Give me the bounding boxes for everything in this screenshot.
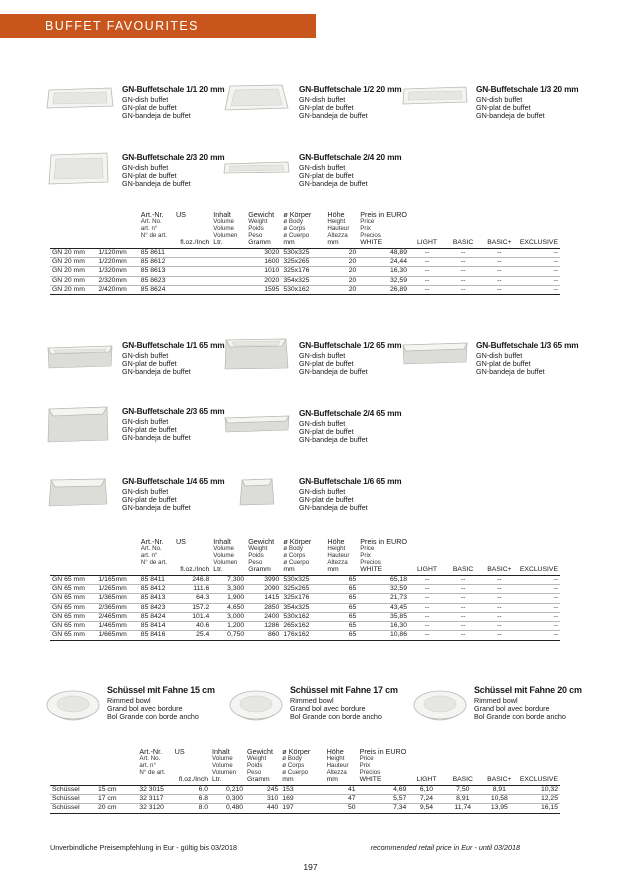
price-table-bowls — [50, 748, 560, 814]
cell-exclusive: -- — [518, 603, 560, 612]
cell-exclusive: -- — [518, 622, 560, 631]
cell-us: 6.0 — [173, 785, 210, 794]
cell-size: 2/320mm — [96, 276, 138, 285]
table-row — [50, 267, 560, 276]
price-table-gn-20 — [50, 211, 560, 295]
table-row — [50, 622, 560, 631]
cell-art: 85 8413 — [139, 594, 174, 603]
cell-basic: 11,74 — [445, 804, 481, 813]
cell-us: 25.4 — [174, 631, 211, 640]
gn-tray-deep-image — [400, 340, 470, 368]
cell-white: 35,85 — [358, 612, 409, 621]
cell-vol: 7,300 — [211, 575, 246, 584]
table-row — [50, 795, 560, 804]
rimmed-bowl-image — [228, 685, 284, 727]
cell-name: Schüssel — [50, 795, 96, 804]
cell-exclusive: -- — [518, 258, 560, 267]
cell-us — [174, 248, 211, 257]
cell-art: 85 8416 — [139, 631, 174, 640]
cell-body: 176x162 — [281, 631, 325, 640]
cell-white: 21,73 — [358, 594, 409, 603]
cell-us: 64.3 — [174, 594, 211, 603]
cell-art: 85 8623 — [139, 276, 174, 285]
cell-light: -- — [409, 631, 445, 640]
cell-light: -- — [409, 276, 445, 285]
page-number: 197 — [303, 862, 318, 872]
cell-basic: 7,50 — [445, 785, 481, 794]
cell-white: 32,59 — [358, 585, 409, 594]
cell-body: 197 — [280, 804, 324, 813]
cell-white: 32,59 — [358, 276, 409, 285]
cell-size: 1/365mm — [96, 594, 138, 603]
cell-weight: 310 — [245, 795, 280, 804]
table-row — [50, 575, 560, 584]
cell-basicplus: -- — [481, 622, 518, 631]
cell-art: 85 8411 — [139, 575, 174, 584]
cell-height: 50 — [325, 804, 358, 813]
cell-name: GN 20 mm — [50, 267, 96, 276]
cell-height: 20 — [325, 258, 358, 267]
cell-name: GN 65 mm — [50, 585, 96, 594]
cell-vol — [211, 258, 246, 267]
cell-vol: 3,300 — [211, 585, 246, 594]
cell-exclusive: -- — [518, 575, 560, 584]
cell-body: 265x162 — [281, 622, 325, 631]
table-row — [50, 804, 560, 813]
cell-us — [174, 285, 211, 294]
cell-weight: 3020 — [246, 248, 281, 257]
cell-light: -- — [409, 258, 445, 267]
cell-basicplus: -- — [481, 603, 518, 612]
cell-height: 20 — [325, 248, 358, 257]
cell-size: 1/265mm — [96, 585, 138, 594]
cell-us: 101.4 — [174, 612, 211, 621]
cell-exclusive: -- — [518, 631, 560, 640]
cell-height: 47 — [325, 795, 358, 804]
cell-body: 325x265 — [281, 258, 325, 267]
cell-name: GN 65 mm — [50, 594, 96, 603]
cell-white: 10,86 — [358, 631, 409, 640]
price-table-gn-65 — [50, 538, 560, 641]
cell-art: 85 8611 — [139, 248, 174, 257]
cell-body: 530x162 — [281, 285, 325, 294]
footer-disclaimer-de: Unverbindliche Preisempfehlung in Eur - gültig bis 03/2018 — [50, 843, 237, 852]
cell-size: 20 cm — [96, 804, 137, 813]
cell-name: GN 65 mm — [50, 622, 96, 631]
cell-basic: -- — [445, 276, 481, 285]
gn-tray-deep-image — [222, 336, 292, 372]
cell-basic: -- — [445, 603, 481, 612]
cell-art: 85 8624 — [139, 285, 174, 294]
cell-weight: 1595 — [246, 285, 281, 294]
cell-height: 65 — [325, 631, 358, 640]
gn-tray-deep-image — [45, 476, 111, 510]
gn-tray-flat-image — [222, 84, 292, 114]
cell-basicplus: -- — [481, 585, 518, 594]
cell-basicplus: -- — [481, 258, 518, 267]
table-body — [50, 575, 560, 640]
table-row — [50, 585, 560, 594]
cell-body: 325x176 — [281, 594, 325, 603]
cell-basic: 8,91 — [445, 795, 481, 804]
cell-basic: -- — [445, 631, 481, 640]
cell-body: 325x265 — [281, 585, 325, 594]
table-header: Art.-Nr. Art. No. art. n° N° de art. US Inhalt Volume Volume Volumen Gewicht Weight Poids Peso ø Körper ø Body ø Corps ø Cuerpo Höhe Height Hauteur Altezza Preis in EURO Price Prix Precios fl.oz./Inch Ltr. Gramm mm mm WHITE LIGHT BASIC BASIC+ EXCLUSIVE — [50, 748, 560, 785]
table-row — [50, 631, 560, 640]
cell-light: 9,54 — [408, 804, 444, 813]
cell-exclusive: 10,32 — [518, 785, 560, 794]
cell-weight: 3990 — [246, 575, 281, 584]
gn-tray-deep-image — [45, 406, 111, 444]
cell-weight: 2850 — [246, 603, 281, 612]
cell-us: 111.6 — [174, 585, 211, 594]
cell-vol: 0,300 — [210, 795, 245, 804]
cell-body: 530x325 — [281, 248, 325, 257]
cell-name: GN 20 mm — [50, 285, 96, 294]
cell-basic: -- — [445, 622, 481, 631]
cell-basicplus: -- — [481, 575, 518, 584]
cell-vol — [211, 276, 246, 285]
cell-light: -- — [409, 575, 445, 584]
cell-art: 85 8613 — [139, 267, 174, 276]
cell-name: GN 20 mm — [50, 276, 96, 285]
footer-disclaimer-en: recommended retail price in Eur - until 03/2018 — [370, 843, 520, 852]
cell-art: 85 8414 — [139, 622, 174, 631]
gn-tray-deep-image — [45, 340, 115, 370]
cell-size: 2/365mm — [96, 603, 138, 612]
cell-us: 40.6 — [174, 622, 211, 631]
cell-exclusive: -- — [518, 248, 560, 257]
table-row — [50, 785, 560, 794]
cell-weight: 440 — [245, 804, 280, 813]
cell-name: GN 20 mm — [50, 248, 96, 257]
cell-weight: 2020 — [246, 276, 281, 285]
cell-basic: -- — [445, 258, 481, 267]
cell-art: 32 3117 — [137, 795, 172, 804]
table-row — [50, 276, 560, 285]
cell-white: 16,30 — [358, 267, 409, 276]
cell-vol: 0,750 — [211, 631, 246, 640]
cell-weight: 2090 — [246, 585, 281, 594]
gn-tray-deep-image — [222, 476, 292, 510]
cell-weight: 1010 — [246, 267, 281, 276]
cell-basicplus: -- — [481, 276, 518, 285]
cell-name: GN 65 mm — [50, 612, 96, 621]
cell-light: -- — [409, 594, 445, 603]
cell-body: 530x325 — [281, 575, 325, 584]
cell-body: 354x325 — [281, 603, 325, 612]
cell-vol: 1,200 — [211, 622, 246, 631]
cell-white: 4,69 — [358, 785, 409, 794]
cell-height: 65 — [325, 603, 358, 612]
table-row — [50, 594, 560, 603]
cell-weight: 2400 — [246, 612, 281, 621]
cell-exclusive: -- — [518, 585, 560, 594]
table-row — [50, 612, 560, 621]
table-row — [50, 258, 560, 267]
cell-height: 20 — [325, 276, 358, 285]
cell-us: 246.8 — [174, 575, 211, 584]
cell-art: 85 8423 — [139, 603, 174, 612]
cell-art: 32 3120 — [137, 804, 172, 813]
section-banner: BUFFET FAVOURITES — [0, 14, 316, 38]
cell-name: GN 65 mm — [50, 603, 96, 612]
cell-light: -- — [409, 612, 445, 621]
cell-basicplus: 8,91 — [481, 785, 518, 794]
cell-basic: -- — [445, 248, 481, 257]
cell-size: 2/465mm — [96, 612, 138, 621]
cell-us — [174, 258, 211, 267]
cell-vol — [211, 248, 246, 257]
rimmed-bowl-image — [45, 685, 101, 727]
cell-name: GN 65 mm — [50, 631, 96, 640]
cell-body: 354x325 — [281, 276, 325, 285]
cell-exclusive: 16,15 — [518, 804, 560, 813]
cell-white: 7,34 — [358, 804, 409, 813]
cell-vol: 1,900 — [211, 594, 246, 603]
cell-basic: -- — [445, 612, 481, 621]
cell-art: 85 8424 — [139, 612, 174, 621]
cell-basicplus: -- — [481, 267, 518, 276]
cell-exclusive: -- — [518, 267, 560, 276]
cell-light: -- — [409, 285, 445, 294]
cell-height: 65 — [325, 585, 358, 594]
cell-vol — [211, 285, 246, 294]
cell-basic: -- — [445, 267, 481, 276]
cell-size: 1/165mm — [96, 575, 138, 584]
cell-art: 32 3015 — [137, 785, 172, 794]
gn-tray-flat-image — [45, 84, 115, 112]
cell-white: 65,18 — [358, 575, 409, 584]
cell-vol: 0,480 — [210, 804, 245, 813]
cell-name: Schüssel — [50, 785, 96, 794]
cell-height: 65 — [325, 594, 358, 603]
cell-exclusive: -- — [518, 276, 560, 285]
cell-name: GN 20 mm — [50, 258, 96, 267]
cell-light: -- — [409, 248, 445, 257]
cell-light: -- — [409, 267, 445, 276]
cell-exclusive: -- — [518, 594, 560, 603]
cell-body: 153 — [280, 785, 324, 794]
cell-us: 8.0 — [173, 804, 210, 813]
cell-weight: 245 — [245, 785, 280, 794]
cell-light: -- — [409, 585, 445, 594]
gn-tray-flat-image — [400, 84, 470, 108]
table-body — [50, 785, 560, 813]
cell-us: 157.2 — [174, 603, 211, 612]
rimmed-bowl-image — [412, 685, 468, 727]
cell-basicplus: 13,95 — [481, 804, 518, 813]
cell-us — [174, 267, 211, 276]
cell-vol: 4,650 — [211, 603, 246, 612]
cell-body: 530x162 — [281, 612, 325, 621]
cell-name: GN 65 mm — [50, 575, 96, 584]
cell-basic: -- — [445, 585, 481, 594]
table-header: Art.-Nr. Art. No. art. n° N° de art. US Inhalt Volume Volume Volumen Gewicht Weight Poids Peso ø Körper ø Body ø Corps ø Cuerpo Höhe Height Hauteur Altezza Preis in EURO Price Prix Precios fl.oz./Inch Ltr. Gramm mm mm WHITE LIGHT BASIC BASIC+ EXCLUSIVE — [50, 538, 560, 575]
cell-art: 85 8612 — [139, 258, 174, 267]
cell-size: 1/220mm — [96, 258, 138, 267]
cell-white: 24,44 — [358, 258, 409, 267]
cell-height: 20 — [325, 267, 358, 276]
cell-size: 1/320mm — [96, 267, 138, 276]
cell-height: 65 — [325, 612, 358, 621]
cell-height: 65 — [325, 622, 358, 631]
cell-vol: 0,210 — [210, 785, 245, 794]
cell-art: 85 8412 — [139, 585, 174, 594]
cell-white: 26,89 — [358, 285, 409, 294]
cell-white: 16,30 — [358, 622, 409, 631]
cell-basicplus: -- — [481, 248, 518, 257]
cell-height: 20 — [325, 285, 358, 294]
cell-weight: 860 — [246, 631, 281, 640]
cell-body: 169 — [280, 795, 324, 804]
table-body — [50, 248, 560, 294]
cell-body: 325x176 — [281, 267, 325, 276]
gn-tray-flat-image — [45, 152, 111, 186]
cell-us — [174, 276, 211, 285]
cell-exclusive: 12,25 — [518, 795, 560, 804]
cell-light: -- — [409, 622, 445, 631]
cell-exclusive: -- — [518, 285, 560, 294]
gn-tray-flat-image — [222, 152, 292, 180]
gn-tray-deep-image — [222, 408, 292, 438]
table-row — [50, 603, 560, 612]
cell-light: 7,24 — [408, 795, 444, 804]
cell-size: 1/465mm — [96, 622, 138, 631]
cell-basic: -- — [445, 594, 481, 603]
cell-basicplus: -- — [481, 612, 518, 621]
cell-vol: 3,000 — [211, 612, 246, 621]
cell-vol — [211, 267, 246, 276]
cell-basicplus: -- — [481, 285, 518, 294]
table-row — [50, 285, 560, 294]
cell-us: 6.8 — [173, 795, 210, 804]
cell-size: 2/420mm — [96, 285, 138, 294]
cell-height: 41 — [325, 785, 358, 794]
cell-light: 6,10 — [408, 785, 444, 794]
cell-basicplus: 10,58 — [481, 795, 518, 804]
table-header: Art.-Nr. Art. No. art. n° N° de art. US Inhalt Volume Volume Volumen Gewicht Weight Poids Peso ø Körper ø Body ø Corps ø Cuerpo Höhe Height Hauteur Altezza Preis in EURO Price Prix Precios fl.oz./Inch Ltr. Gramm mm mm WHITE LIGHT BASIC BASIC+ EXCLUSIVE — [50, 211, 560, 248]
table-row — [50, 248, 560, 257]
cell-basicplus: -- — [481, 631, 518, 640]
cell-weight: 1286 — [246, 622, 281, 631]
cell-weight: 1415 — [246, 594, 281, 603]
cell-size: 17 cm — [96, 795, 137, 804]
cell-size: 1/665mm — [96, 631, 138, 640]
cell-weight: 1600 — [246, 258, 281, 267]
cell-size: 15 cm — [96, 785, 137, 794]
cell-height: 65 — [325, 575, 358, 584]
cell-name: Schüssel — [50, 804, 96, 813]
cell-exclusive: -- — [518, 612, 560, 621]
cell-size: 1/120mm — [96, 248, 138, 257]
cell-white: 48,89 — [358, 248, 409, 257]
cell-basic: -- — [445, 285, 481, 294]
cell-white: 5,57 — [358, 795, 409, 804]
cell-white: 43,45 — [358, 603, 409, 612]
cell-basic: -- — [445, 575, 481, 584]
cell-light: -- — [409, 603, 445, 612]
cell-basicplus: -- — [481, 594, 518, 603]
